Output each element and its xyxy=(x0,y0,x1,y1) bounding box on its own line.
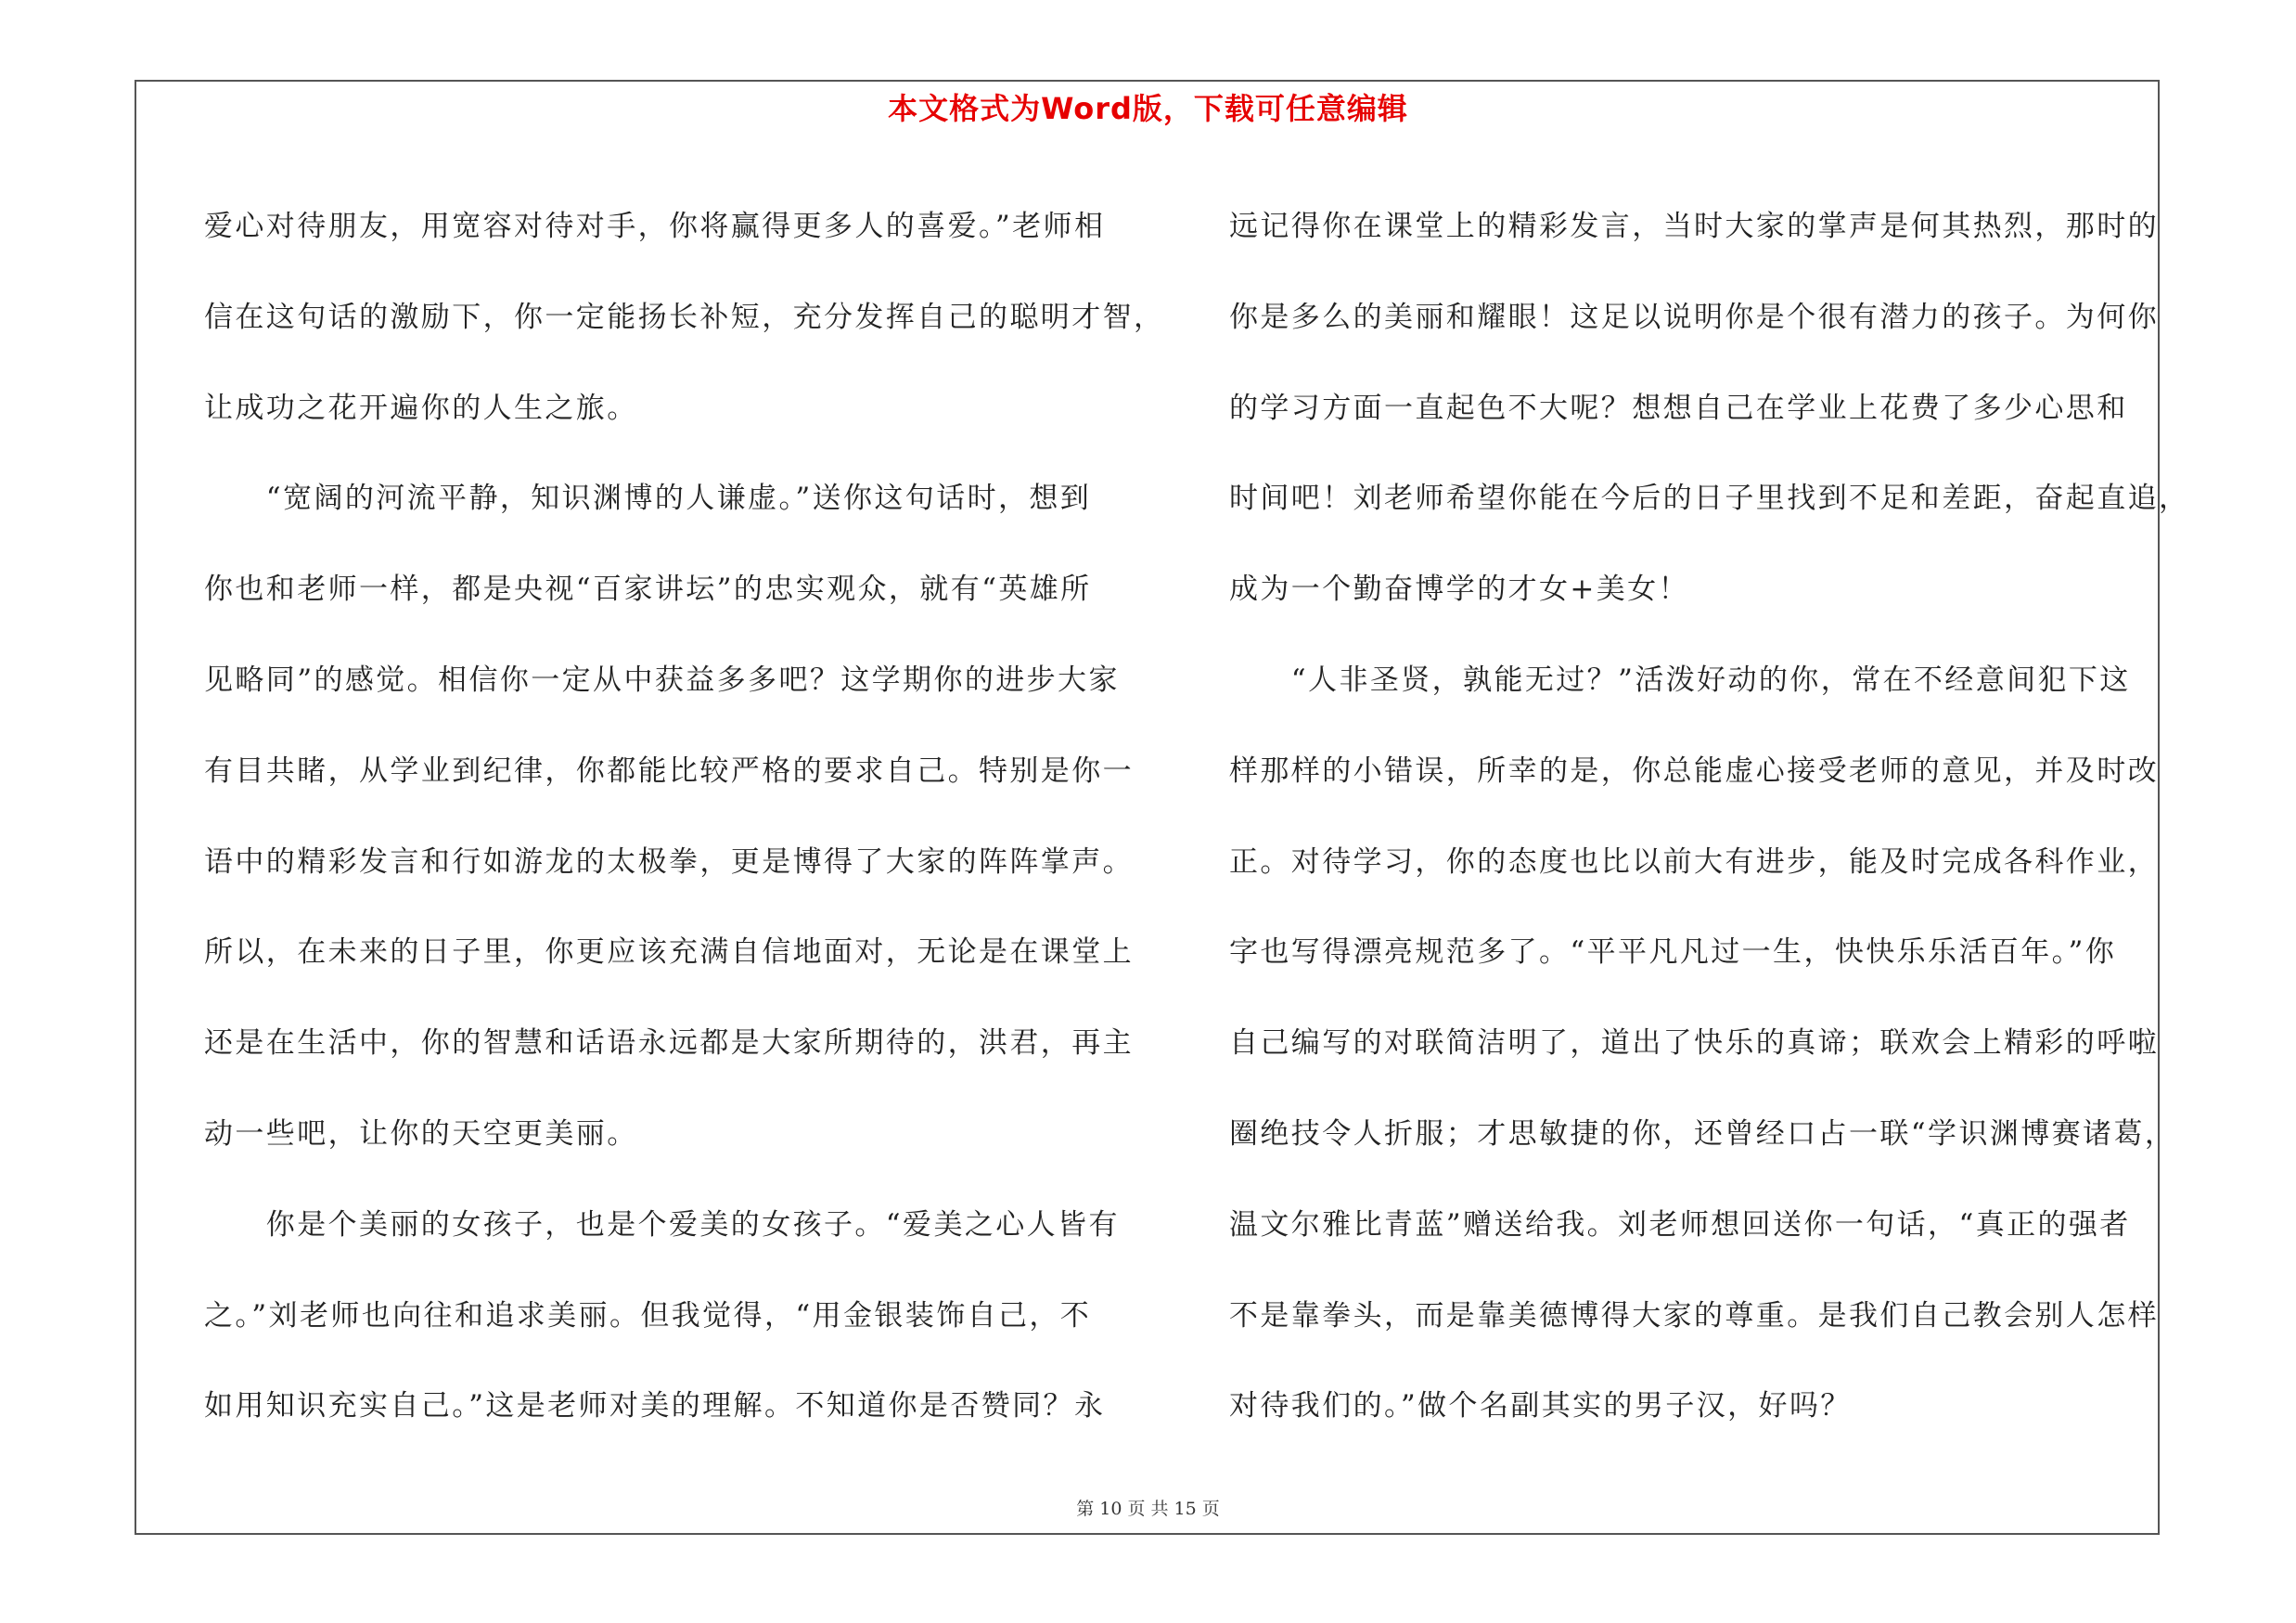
text-line: 成为一个勤奋博学的才女+美女！ xyxy=(1229,573,1689,607)
text-line: 你也和老师一样，都是央视“百家讲坛”的忠实观众，就有“英雄所 xyxy=(204,573,1092,607)
page-number: 第 10 页 共 15 页 xyxy=(1076,1499,1220,1519)
text-line: 你是个美丽的女孩子，也是个爱美的女孩子。“爱美之心人皆有 xyxy=(204,1207,1120,1242)
text-line: 的学习方面一直起色不大呢？想想自己在学业上花费了多少心思和 xyxy=(1229,391,2128,425)
text-line: 对待我们的。”做个名副其实的男子汉，好吗？ xyxy=(1229,1389,1852,1423)
text-line: 时间吧！刘老师希望你能在今后的日子里找到不足和差距，奋起直追， xyxy=(1229,482,2190,516)
text-line: 所以，在未来的日子里，你更应该充满自信地面对，无论是在课堂上 xyxy=(204,935,1134,970)
text-line: 远记得你在课堂上的精彩发言，当时大家的掌声是何其热烈，那时的 xyxy=(1229,210,2159,243)
text-line: 温文尔雅比青蓝”赠送给我。刘老师想回送你一句话，“真正的强者 xyxy=(1229,1207,2131,1242)
text-line: “宽阔的河流平静，知识渊博的人谦虚。”送你这句话时，想到 xyxy=(204,482,1092,516)
text-line: 信在这句话的激励下，你一定能扬长补短，充分发挥自己的聪明才智， xyxy=(204,300,1165,334)
format-banner: 本文格式为Word版，下载可任意编辑 xyxy=(888,91,1408,126)
text-line: 还是在生活中，你的智慧和话语永远都是大家所期待的，洪君，再主 xyxy=(204,1026,1134,1061)
text-line: 动一些吧，让你的天空更美丽。 xyxy=(204,1116,638,1151)
text-line: 你是多么的美丽和耀眼！这足以说明你是个很有潜力的孩子。为何你 xyxy=(1229,300,2159,334)
text-line: 语中的精彩发言和行如游龙的太极拳，更是博得了大家的阵阵掌声。 xyxy=(204,844,1134,879)
text-line: 有目共睹，从学业到纪律，你都能比较严格的要求自己。特别是你一 xyxy=(204,754,1134,788)
text-line: 如用知识充实自己。”这是老师对美的理解。不知道你是否赞同？永 xyxy=(204,1389,1106,1423)
text-line: 字也写得漂亮规范多了。“平平凡凡过一生，快快乐乐活百年。”你 xyxy=(1229,935,2117,970)
text-line: 不是靠拳头，而是靠美德博得大家的尊重。是我们自己教会别人怎样 xyxy=(1229,1298,2159,1333)
right-column xyxy=(1229,182,2190,1452)
text-line: 圈绝技令人折服；才思敏捷的你，还曾经口占一联“学识渊博赛诸葛， xyxy=(1229,1116,2176,1151)
text-line: 正。对待学习，你的态度也比以前大有进步，能及时完成各科作业， xyxy=(1229,844,2159,879)
text-line: 样那样的小错误，所幸的是，你总能虚心接受老师的意见，并及时改 xyxy=(1229,754,2159,788)
text-line: 自己编写的对联简洁明了，道出了快乐的真谛；联欢会上精彩的呼啦 xyxy=(1229,1026,2159,1061)
left-column xyxy=(204,182,1165,1452)
text-line: 让成功之花开遍你的人生之旅。 xyxy=(204,391,638,425)
text-line: “人非圣贤，孰能无过？”活泼好动的你，常在不经意间犯下这 xyxy=(1229,663,2131,697)
text-line: 之。”刘老师也向往和追求美丽。但我觉得，“用金银装饰自己，不 xyxy=(204,1298,1092,1333)
text-line: 见略同”的感觉。相信你一定从中获益多多吧？这学期你的进步大家 xyxy=(204,663,1120,697)
text-line: 爱心对待朋友，用宽容对待对手，你将赢得更多人的喜爱。”老师相 xyxy=(204,210,1106,243)
